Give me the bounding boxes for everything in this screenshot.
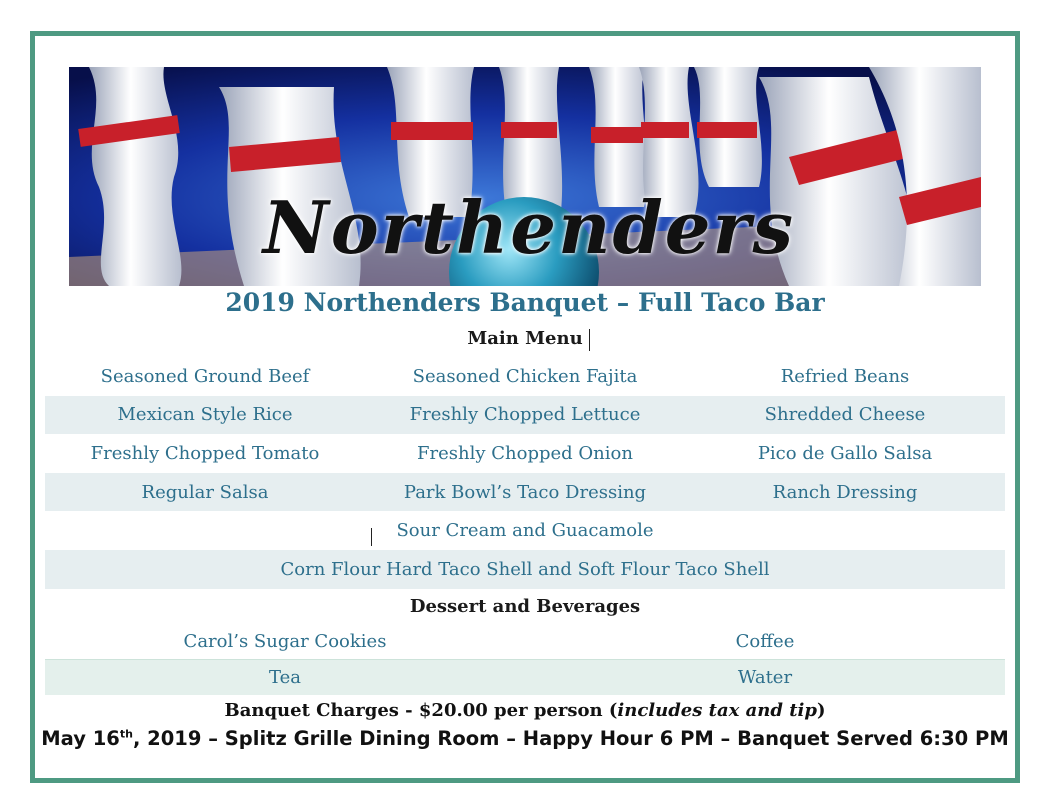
logo-text: Northenders [262,185,796,270]
menu-item: Freshly Chopped Tomato [90,442,320,464]
event-details [0,727,1050,750]
menu-item: Refried Beans [780,365,910,387]
menu-item: Regular Salsa [141,481,269,503]
menu-item: Ranch Dressing [772,481,918,503]
menu-item: Coffee [735,631,795,652]
event-date-suffix: th [119,727,133,741]
menu-item: Corn Flour Hard Taco Shell and Soft Flour Taco Shell [280,558,770,580]
menu-item: Park Bowl’s Taco Dressing [403,481,647,503]
menu-item: Seasoned Ground Beef [100,365,310,387]
table-row [45,357,1005,396]
text-cursor [589,329,590,351]
menu-item: Mexican Style Rice [117,404,293,426]
table-row [45,624,1005,659]
table-row [45,659,1005,695]
dessert-table [45,624,1005,695]
table-row [45,550,1005,589]
menu-item: Pico de Gallo Salsa [757,442,933,464]
menu-item: Freshly Chopped Lettuce [409,404,641,426]
table-row [45,473,1005,512]
event-info: , 2019 – Splitz Grille Dining Room – Happy Hour 6 PM – Banquet Served 6:30 PM [132,727,1009,750]
main-menu-table [45,357,1005,589]
table-row [45,396,1005,435]
menu-item: Freshly Chopped Onion [417,442,633,464]
charges-text: Banquet Charges - $20.00 per person ( [224,700,618,721]
menu-item: Seasoned Chicken Fajita [412,365,638,387]
event-date: May 16 [41,727,120,750]
banquet-charges [0,700,1050,721]
charges-note: includes tax and tip [617,700,817,721]
dessert-heading: Dessert and Beverages [409,596,641,617]
banner-image [69,67,981,286]
menu-item: Water [737,667,793,688]
table-row [45,511,1005,550]
menu-item: Shredded Cheese [764,404,926,426]
page-title: 2019 Northenders Banquet – Full Taco Bar [225,288,825,317]
menu-item: Sour Cream and Guacamole [396,520,654,542]
text-cursor [371,528,372,546]
charges-close: ) [816,700,826,721]
menu-item: Tea [269,667,301,688]
table-row [45,434,1005,473]
main-menu-heading: Main Menu [467,328,583,349]
menu-item: Carol’s Sugar Cookies [183,631,387,652]
